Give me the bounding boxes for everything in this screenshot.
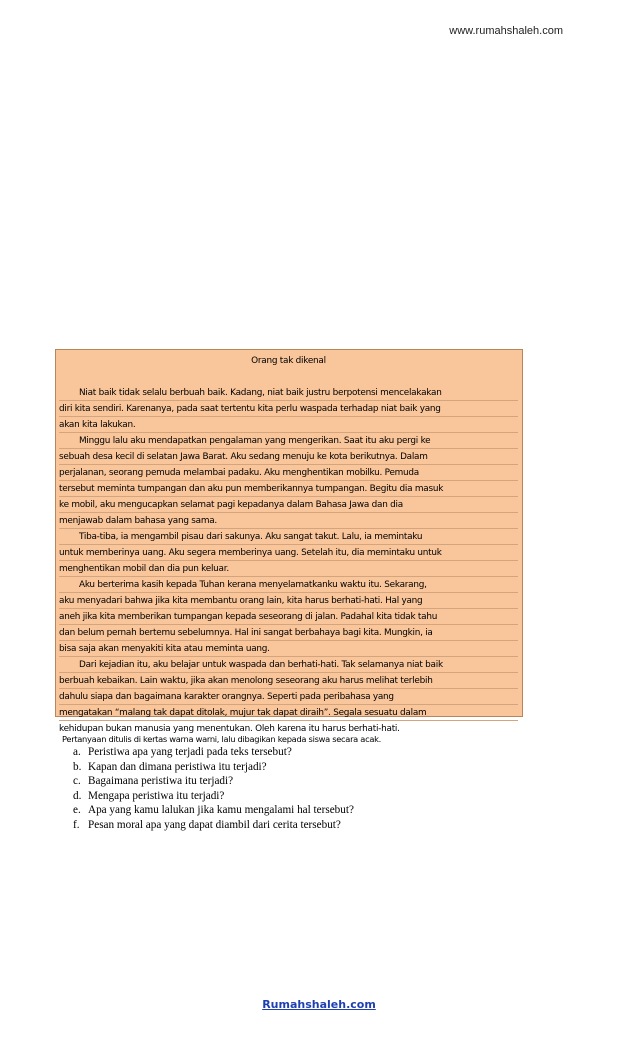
question-letter: d. bbox=[73, 789, 82, 802]
story-line: aku menyadari bahwa jika kita membantu orang lain, kita harus berhati-hati. Hal yang bbox=[59, 593, 518, 609]
story-line: akan kita lakukan. bbox=[59, 417, 518, 433]
story-line: sebuah desa kecil di selatan Jawa Barat. Aku sedang menuju ke kota berikutnya. Dalam bbox=[59, 449, 518, 465]
story-line: menghentikan mobil dan dia pun keluar. bbox=[59, 561, 518, 577]
question-letter: c. bbox=[73, 775, 81, 787]
question-text: Pesan moral apa yang dapat diambil dari cerita tersebut? bbox=[88, 818, 341, 831]
story-line: berbuah kebaikan. Lain waktu, jika akan menolong seseorang aku harus melihat terlebih bbox=[59, 673, 518, 689]
question-item bbox=[73, 760, 354, 775]
story-title: Orang tak dikenal bbox=[251, 356, 326, 366]
question-item bbox=[73, 803, 354, 818]
header-url: www.rumahshaleh.com bbox=[449, 25, 563, 37]
story-line: ke mobil, aku mengucapkan selamat pagi kepadanya dalam Bahasa Jawa dan dia bbox=[59, 497, 518, 513]
story-line: mengatakan “malang tak dapat ditolak, mujur tak dapat diraih”. Segala sesuatu dalam bbox=[59, 705, 518, 721]
question-text: Bagaimana peristiwa itu terjadi? bbox=[88, 775, 234, 787]
story-line: aneh jika kita memberikan tumpangan kepada seseorang di jalan. Padahal kita tidak tahu bbox=[59, 609, 518, 625]
question-item bbox=[73, 774, 354, 789]
question-text: Kapan dan dimana peristiwa itu terjadi? bbox=[88, 760, 267, 773]
instruction-text: Pertanyaan ditulis di kertas warna warni, lalu dibagikan kepada siswa secara acak. bbox=[62, 734, 381, 744]
question-letter: f. bbox=[73, 818, 80, 831]
story-line: Minggu lalu aku mendapatkan pengalaman yang mengerikan. Saat itu aku pergi ke bbox=[59, 433, 518, 449]
question-letter: b. bbox=[73, 760, 82, 773]
question-letter: e. bbox=[73, 804, 81, 816]
story-line: kehidupan bukan manusia yang menentukan. Oleh karena itu harus berhati-hati. bbox=[59, 724, 400, 734]
question-letter: a. bbox=[73, 746, 81, 758]
story-line: tersebut meminta tumpangan dan aku pun memberikannya tumpangan. Begitu dia masuk bbox=[59, 481, 518, 497]
question-item bbox=[73, 818, 354, 833]
question-list bbox=[73, 745, 354, 832]
story-line: perjalanan, seorang pemuda melambai padaku. Aku menghentikan mobilku. Pemuda bbox=[59, 465, 518, 481]
story-line: bisa saja akan menyakiti kita atau meminta uang. bbox=[59, 641, 518, 657]
question-text: Mengapa peristiwa itu terjadi? bbox=[88, 789, 225, 802]
story-line: diri kita sendiri. Karenanya, pada saat tertentu kita perlu waspada terhadap niat baik yang bbox=[59, 401, 518, 417]
story-spacer bbox=[59, 369, 518, 385]
story-line: dahulu siapa dan bagaimana karakter orangnya. Seperti pada peribahasa yang bbox=[59, 689, 518, 705]
question-text: Apa yang kamu lalukan jika kamu mengalami hal tersebut? bbox=[88, 804, 354, 816]
question-item bbox=[73, 745, 354, 760]
story-line: Niat baik tidak selalu berbuah baik. Kadang, niat baik justru berpotensi mencelakakan bbox=[59, 385, 518, 401]
story-line: dan belum pernah bertemu sebelumnya. Hal ini sangat berbahaya bagi kita. Mungkin, ia bbox=[59, 625, 518, 641]
story-line: untuk memberinya uang. Aku segera memberinya uang. Setelah itu, dia memintaku untuk bbox=[59, 545, 518, 561]
story-line: menjawab dalam bahasa yang sama. bbox=[59, 513, 518, 529]
question-item bbox=[73, 789, 354, 804]
footer-link[interactable]: Rumahshaleh.com bbox=[262, 998, 376, 1011]
story-line: Tiba-tiba, ia mengambil pisau dari sakunya. Aku sangat takut. Lalu, ia memintaku bbox=[59, 529, 518, 545]
question-text: Peristiwa apa yang terjadi pada teks tersebut? bbox=[88, 746, 292, 758]
story-text bbox=[59, 385, 518, 737]
story-box bbox=[55, 349, 523, 734]
story-line: Dari kejadian itu, aku belajar untuk waspada dan berhati-hati. Tak selamanya niat baik bbox=[59, 657, 518, 673]
story-line: Aku berterima kasih kepada Tuhan kerana menyelamatkanku waktu itu. Sekarang, bbox=[59, 577, 518, 593]
